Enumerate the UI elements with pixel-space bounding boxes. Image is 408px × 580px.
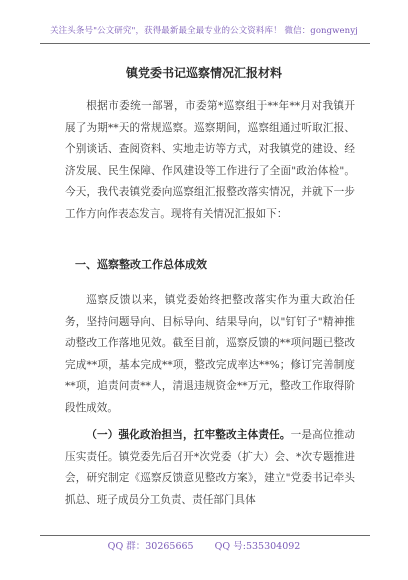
subsection-heading: （一）强化政治担当，扛牢整改主体责任。 (86, 429, 291, 441)
header-divider (40, 43, 370, 44)
subsection-body: 一是高位推动压实责任。镇党委先后召开*次党委（扩大）会、*次专题推进会，研究制定《巡察反馈意见整改方案》，建立"党委书记牵头抓总、班子成员分工负责、责任部门具体 (65, 429, 355, 506)
qq-group: QQ 群：30265665 (107, 541, 194, 552)
footer-divider (40, 535, 370, 536)
watermark-header: 关注头条号"公文研究"，获得最新最全最专业的公文资料库！ 微信：gongwenyj (50, 26, 358, 36)
section-body-paragraph: 巡察反馈以来，镇党委始终把整改落实作为重大政治任务，坚持问题导向、目标导向、结果导向，以"钉钉子"精神推动整改工作落地见效。截至目前，巡察反馈的**项问题已整改完成**项，基本完成**项，整改完成率达**%；修订完善制度**项，追责问责**人，清退违规资金**万元，整改工作取得阶段性成效。 (65, 294, 355, 414)
section-heading: 一、巡察整改工作总体成效 (75, 258, 207, 271)
subsection-paragraph (65, 425, 355, 511)
document-title: 镇党委书记巡察情况汇报材料 (125, 66, 282, 80)
watermark-footer (0, 538, 408, 552)
qq-number: QQ 号:535304092 (214, 541, 301, 552)
intro-paragraph: 根据市委统一部署，市委第*巡察组于**年**月对我镇开展了为期**天的常规巡察。巡察期间，巡察组通过听取汇报、个别谈话、查阅资料、实地走访等方式，对我镇党的建设、经济发展、民生保障、作风建设等工作进行了全面"政治体检"。今天，我代表镇党委向巡察组汇报整改落实情况，并就下一步工作方向作表态发言。现将有关情况汇报如下： (65, 100, 355, 220)
